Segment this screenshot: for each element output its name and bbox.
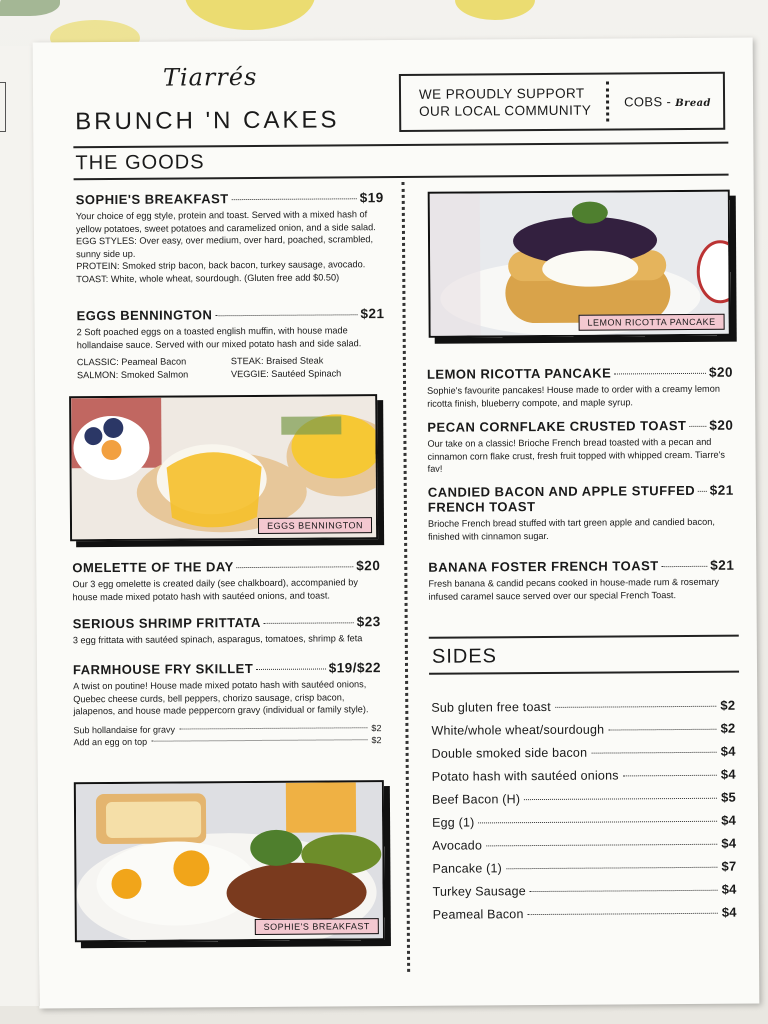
menu-item-header: [428, 558, 734, 575]
side-price: $4: [721, 904, 737, 920]
menu-item: [73, 660, 382, 748]
support-line: WE PROUDLY SUPPORT OUR LOCAL COMMUNITY: [418, 85, 592, 119]
side-row: [431, 698, 735, 723]
eggs-bennington-photo: [69, 394, 378, 541]
dotted-leader: [264, 622, 354, 624]
side-label: Turkey Sausage: [432, 884, 526, 899]
extra-label: Sub hollandaise for gravy: [73, 724, 176, 735]
dotted-leader: [528, 913, 718, 915]
description-line: A twist on poutine! House made mixed potato hash with sautéed onions, Quebec cheese curds, bell peppers, chorizo sausage, crisp bacon, jalapenos, and house made peppercorn gravy (individual or family style).: [73, 679, 369, 717]
dotted-leader: [689, 426, 706, 427]
menu-item-description: [77, 324, 385, 351]
sides-list: [431, 698, 737, 930]
dotted-leader: [151, 739, 367, 742]
menu-item: [73, 614, 381, 647]
side-price: $4: [721, 812, 737, 828]
dotted-leader: [179, 727, 367, 729]
side-label: Potato hash with sautéed onions: [431, 768, 619, 784]
side-price: $2: [720, 697, 736, 713]
dotted-leader: [530, 890, 718, 892]
header-rule: [73, 142, 728, 149]
breakfast-caption: SOPHIE'S BREAKFAST: [255, 918, 379, 935]
menu-item: [72, 558, 380, 603]
menu-item-description: [428, 576, 734, 603]
menu-item-name: SOPHIE'S BREAKFAST: [75, 191, 229, 208]
sophies-breakfast-photo: [74, 780, 385, 942]
menu-item-header: [76, 190, 384, 207]
goods-rule: [74, 174, 729, 180]
menu-item-name: FARMHOUSE FRY SKILLET: [72, 661, 254, 678]
menu-item-header: [427, 365, 733, 382]
menu-item-description: [73, 678, 381, 718]
menu-item-description: [73, 632, 381, 647]
extra-price: $2: [371, 722, 382, 733]
dotted-leader: [237, 566, 354, 568]
menu-item-price: $21: [360, 306, 385, 322]
dotted-leader: [555, 706, 717, 708]
menu-item-name-cont: FRENCH TOAST: [427, 499, 536, 515]
side-row: [433, 882, 737, 907]
menu-item-name: LEMON RICOTTA PANCAKE: [426, 365, 612, 382]
extras-list: [73, 722, 381, 748]
side-label: Beef Bacon (H): [431, 792, 521, 807]
menu-item-name: BANANA FOSTER FRENCH TOAST: [428, 558, 659, 575]
side-label: White/whole wheat/sourdough: [431, 722, 605, 738]
sides-title: SIDES: [431, 645, 498, 668]
dotted-leader: [591, 752, 717, 754]
dotted-divider: [606, 81, 610, 121]
menu-item-price: $23: [356, 614, 381, 630]
description-line: TOAST: White, whole wheat, sourdough. (Gluten free add $0.50): [76, 271, 340, 284]
menu-item: [76, 190, 385, 285]
dotted-leader: [215, 314, 357, 316]
side-price: $4: [721, 881, 737, 897]
sides-bottom-rule: [429, 671, 739, 675]
option-label: CLASSIC: Peameal Bacon: [76, 356, 187, 368]
menu-item-description: [427, 383, 733, 410]
extra-price: $2: [371, 734, 382, 745]
dotted-leader: [524, 798, 717, 800]
menu-item-price: $21: [709, 482, 734, 498]
description-line: Our 3 egg omelette is created daily (see chalkboard), accompanied by house made mixed potato hash with sautéed onions, and toast.: [72, 577, 358, 602]
menu-item: [428, 558, 734, 603]
description-line: 2 Soft poached eggs on a toasted english muffin, with house made hollandaise sauce. Served with our mixed potato hash and side salad.: [76, 325, 362, 350]
menu-item-header: [427, 418, 733, 435]
menu-item-price: $20: [708, 364, 734, 380]
column-divider: [402, 182, 412, 972]
menu-item-header: [76, 306, 384, 323]
menu-item-description: [428, 516, 734, 543]
side-label: Sub gluten free toast: [431, 699, 551, 715]
side-price: $7: [721, 858, 737, 874]
side-price: $4: [720, 766, 736, 782]
side-price: $4: [720, 743, 736, 759]
menu-card: [33, 37, 760, 1008]
side-price: $2: [720, 720, 736, 736]
goods-title: THE GOODS: [75, 151, 205, 175]
menu-item: [427, 365, 733, 410]
menu-item-price: $20: [356, 558, 381, 574]
eggs-caption: EGGS BENNINGTON: [258, 517, 372, 534]
menu-item-name: EGGS BENNINGTON: [76, 307, 213, 324]
dotted-leader: [614, 373, 706, 375]
side-row: [432, 790, 736, 815]
menu-item-price: $19/$22: [328, 660, 382, 676]
side-label: Peameal Bacon: [432, 907, 524, 922]
menu-item-header: [73, 660, 381, 677]
sides-top-rule: [429, 635, 739, 639]
side-row: [432, 813, 736, 838]
side-row: [432, 859, 736, 884]
menu-item-name: OMELETTE OF THE DAY: [72, 559, 234, 576]
local-support-box: [399, 72, 725, 132]
extra-label: Add an egg on top: [73, 736, 148, 747]
side-row: [433, 905, 737, 930]
menu-item-header: [72, 558, 380, 575]
lemon-ricotta-pancake-photo: [428, 190, 731, 338]
dotted-leader: [608, 729, 716, 731]
menu-item-name: SERIOUS SHRIMP FRITTATA: [72, 614, 261, 632]
dotted-leader: [232, 198, 357, 200]
dotted-leader: [506, 867, 718, 869]
side-row: [432, 767, 736, 792]
logo-script: Tiarrés: [162, 62, 258, 92]
partner-label: COBS - Bread: [624, 93, 711, 109]
dotted-leader: [662, 566, 708, 567]
menu-item-description: [427, 436, 733, 476]
description-line: Sophie's favourite pancakes! House made to order with a creamy lemon ricotta finish, blueberry compote, and maple syrup.: [427, 383, 720, 409]
menu-item-description: [72, 576, 380, 603]
description-line: Your choice of egg style, protein and toast. Served with a mixed hash of yellow potatoes, sweet potatoes and caramelized onion, and a side salad.: [75, 209, 376, 234]
side-row: [432, 744, 736, 769]
description-line: Brioche French bread stuffed with tart green apple and candied bacon, finished with cinnamon sugar.: [427, 516, 715, 542]
side-row: [431, 721, 735, 746]
dotted-leader: [256, 668, 325, 669]
option-label: SALMON: Smoked Salmon: [76, 368, 189, 380]
menu-item-price: $21: [710, 557, 735, 573]
side-row: [432, 836, 736, 861]
side-price: $4: [721, 835, 737, 851]
menu-item: [427, 418, 733, 476]
side-label: Double smoked side bacon: [431, 745, 588, 761]
option-label: VEGGIE: Sautéed Spinach: [230, 367, 342, 379]
description-line: PROTEIN: Smoked strip bacon, back bacon, turkey sausage, avocado.: [76, 259, 366, 272]
side-label: Egg (1): [432, 815, 475, 830]
description-line: 3 egg frittata with sautéed spinach, asparagus, tomatoes, shrimp & feta: [72, 633, 363, 646]
menu-item-name: PECAN CORNFLAKE CRUSTED TOAST: [427, 417, 687, 435]
side-price: $5: [720, 789, 736, 805]
menu-item-price: $20: [709, 417, 734, 433]
brand-title: BRUNCH 'N CAKES: [75, 106, 340, 136]
menu-item: [428, 483, 734, 543]
side-label: Avocado: [432, 838, 483, 853]
dotted-leader: [478, 821, 717, 824]
partner-suffix: Bread: [675, 97, 711, 109]
description-line: EGG STYLES: Over easy, over medium, over hard, poached, scrambled, sunny side up.: [75, 234, 374, 259]
menu-item-description: [76, 208, 385, 285]
dotted-leader: [623, 775, 717, 777]
side-label: Pancake (1): [432, 861, 503, 876]
menu-item-name: CANDIED BACON AND APPLE STUFFED: [427, 482, 696, 500]
pancake-caption: LEMON RICOTTA PANCAKE: [578, 314, 724, 331]
dotted-leader: [486, 844, 717, 847]
extra-row: [73, 734, 381, 748]
menu-item: [76, 306, 385, 381]
option-label: STEAK: Braised Steak: [230, 355, 324, 367]
option-grid: [77, 354, 385, 381]
menu-item-header: [73, 614, 381, 631]
menu-item-header: [428, 483, 734, 500]
description-line: Fresh banana & candid pecans cooked in house-made rum & rosemary infused caramel sauce served over our special French Toast.: [428, 576, 720, 602]
description-line: Our take on a classic! Brioche French bread toasted with a pecan and cinnamon corn flake crust, fresh fruit topped with whipped cream. Tiarre's fav!: [427, 436, 725, 474]
menu-item-price: $19: [359, 190, 384, 206]
dotted-leader: [698, 491, 707, 492]
